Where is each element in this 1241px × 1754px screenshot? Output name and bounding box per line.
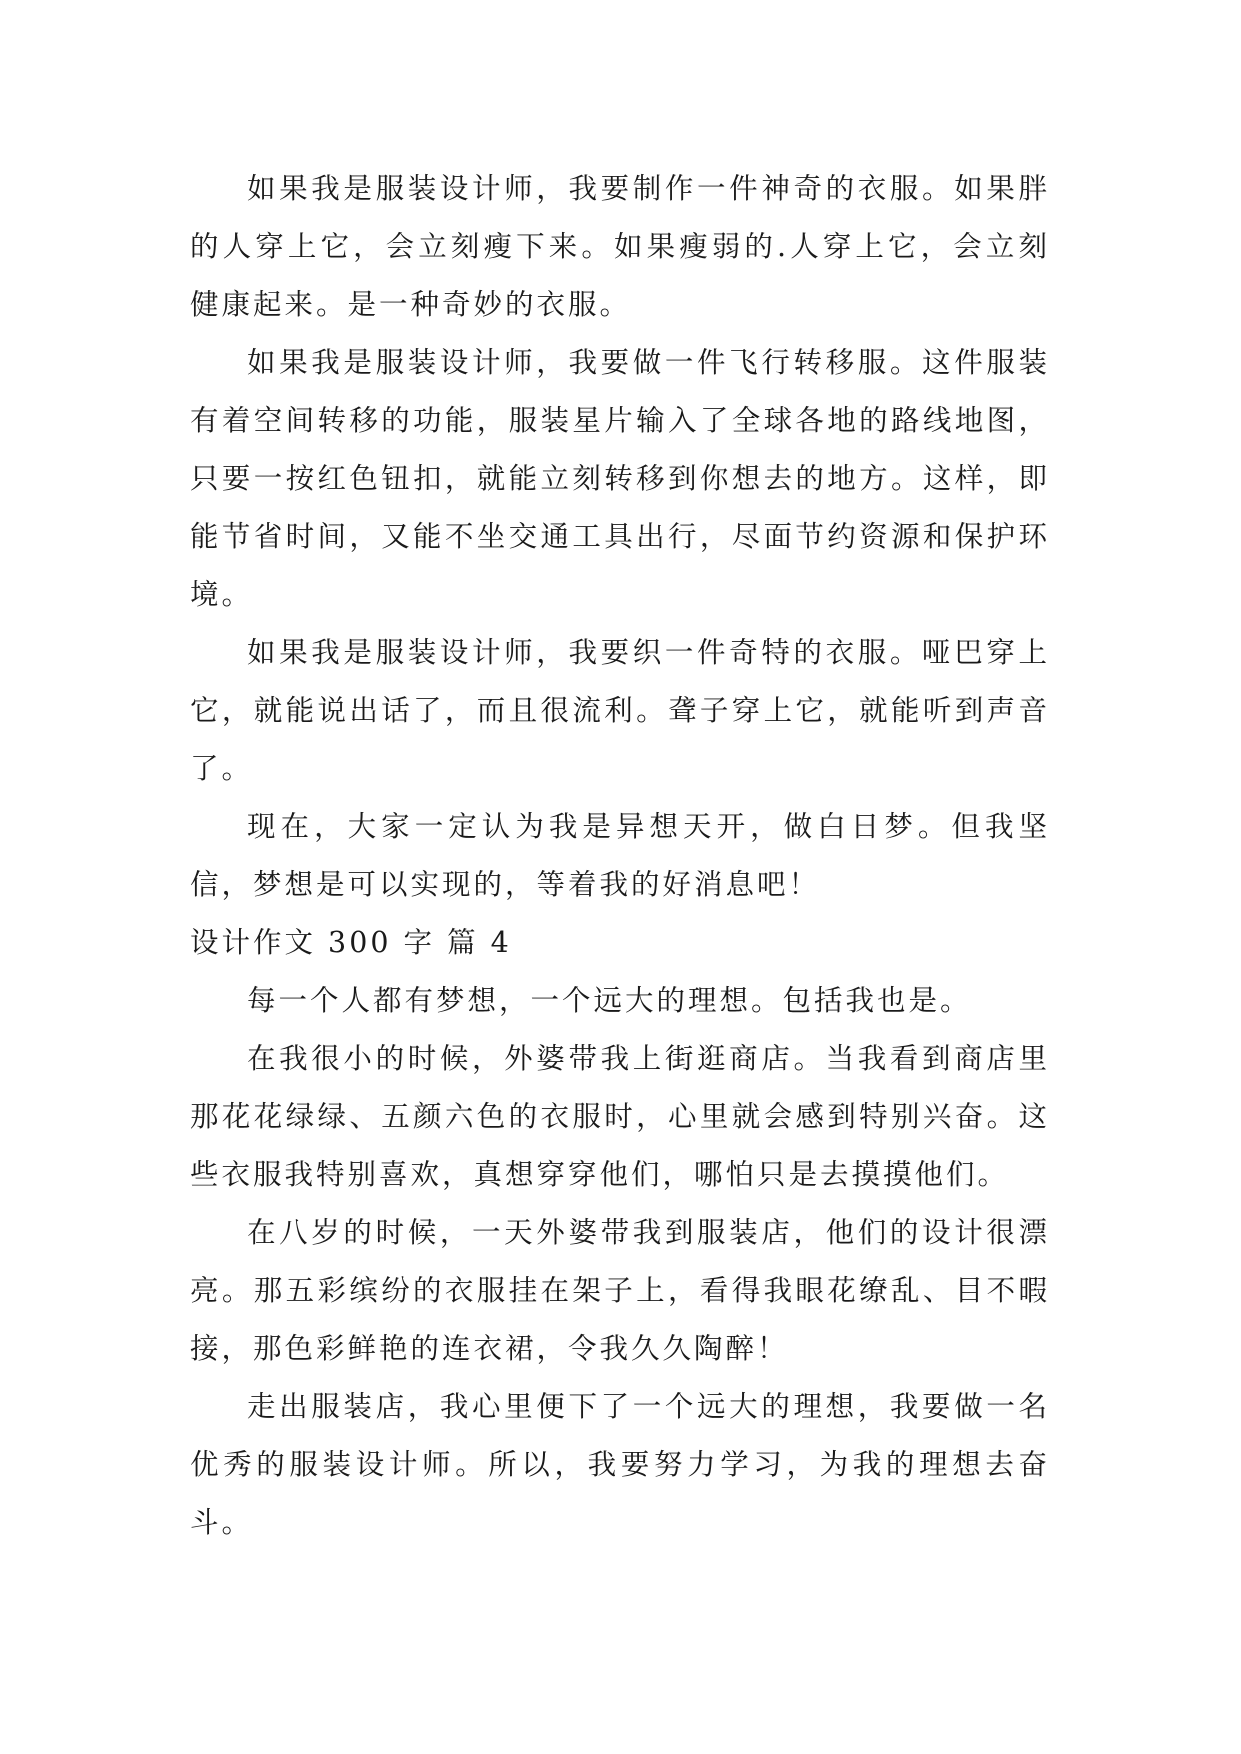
- paragraph-teleport-suit: 如果我是服装设计师，我要做一件飞行转移服。这件服装有着空间转移的功能，服装星片输入了全球各地的路线地图，只要一按红色钮扣，就能立刻转移到你想去的地方。这样，即能节省时间，又能不坐交通工具出行，尽面节约资源和保护环境。: [190, 346, 1050, 611]
- paragraph-magic-clothes: 如果我是服装设计师，我要制作一件神奇的衣服。如果胖的人穿上它，会立刻瘦下来。如果瘦弱的.人穿上它，会立刻健康起来。是一种奇妙的衣服。: [190, 172, 1050, 321]
- paragraph-clothing-store: 在八岁的时候，一天外婆带我到服装店，他们的设计很漂亮。那五彩缤纷的衣服挂在架子上，看得我眼花缭乱、目不暇接，那色彩鲜艳的连衣裙，令我久久陶醉！: [190, 1216, 1050, 1365]
- document-body: [190, 160, 1050, 1552]
- paragraph-designer-ambition: 走出服装店，我心里便下了一个远大的理想，我要做一名优秀的服装设计师。所以，我要努力学习，为我的理想去奋斗。: [190, 1390, 1050, 1539]
- paragraph-special-clothes: 如果我是服装设计师，我要织一件奇特的衣服。哑巴穿上它，就能说出话了，而且很流利。聋子穿上它，就能听到声音了。: [190, 636, 1050, 785]
- paragraph-dream-belief: 现在，大家一定认为我是异想天开，做白日梦。但我坚信，梦想是可以实现的，等着我的好消息吧！: [190, 810, 1050, 901]
- paragraph-everyone-dreams: 每一个人都有梦想，一个远大的理想。包括我也是。: [247, 984, 972, 1017]
- paragraph-childhood-shopping: 在我很小的时候，外婆带我上街逛商店。当我看到商店里那花花绿绿、五颜六色的衣服时，心里就会感到特别兴奋。这些衣服我特别喜欢，真想穿穿他们，哪怕只是去摸摸他们。: [190, 1042, 1050, 1191]
- section-heading: 设计作文 300 字 篇 4: [190, 926, 512, 959]
